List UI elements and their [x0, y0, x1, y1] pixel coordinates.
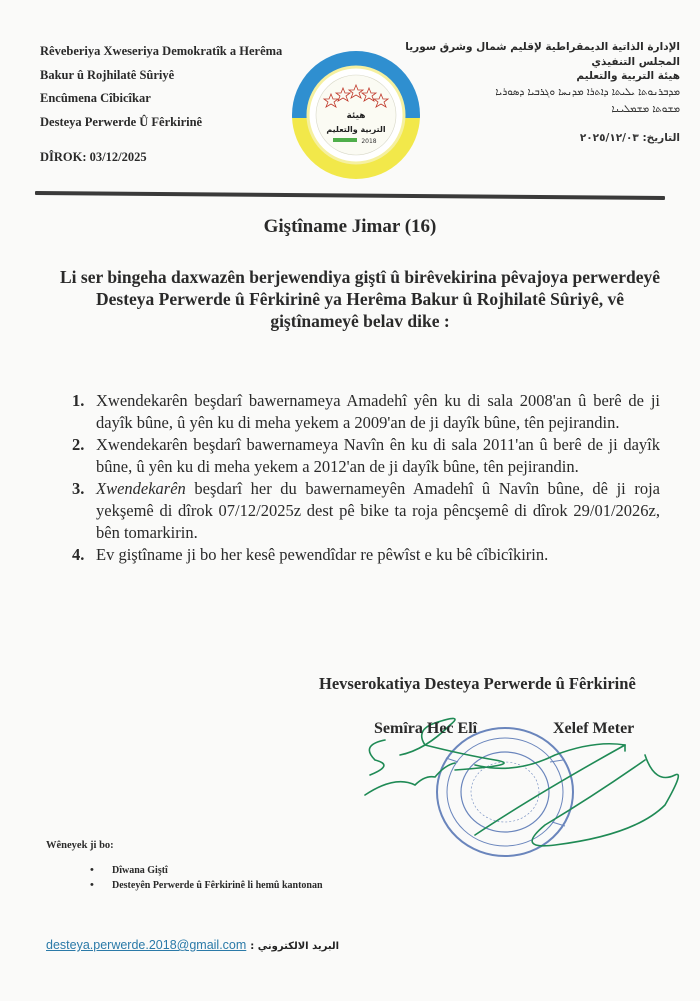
arabic-line-3: هيئة التربية والتعليم: [576, 70, 680, 82]
item-text: Ev giştîname ji bo her kesê pewendîdar re pêwîst e ku bê cîbicîkirin.: [96, 545, 549, 564]
arabic-line-1: الإدارة الذاتية الديمقراطية لإقليم شمال وشرق سوريا: [405, 41, 680, 53]
copy-to-list: [46, 863, 323, 893]
copy-to-section: [46, 840, 323, 893]
list-item: [72, 390, 660, 434]
logo-year: 2018: [361, 138, 377, 145]
list-item: [72, 434, 660, 478]
list-item: [72, 544, 660, 566]
org-line-4: Desteya Perwerde Û Fêrkirinê: [40, 114, 203, 129]
item-text: Xwendekarên beşdarî bawernameya Navîn ên ku di sala 2011'an û berê de ji dayîk bûne, û yên ku di meha yekem a 2012'an de ji dayîk bûne, tên pejirandin.: [96, 435, 660, 476]
logo-text-center: التربية والتعليم: [326, 125, 386, 134]
document-date: DÎROK: 03/12/2025: [40, 150, 147, 164]
logo-text-top: هيئة: [346, 111, 366, 121]
signature-title: Hevserokatiya Desteya Perwerde û Fêrkirinê: [319, 674, 636, 693]
intro-line-2: Desteya Perwerde û Fêrkirinê ya Herêma Bakur û Rojhilatê Sûriyê, vê giştînameyê belav dike :: [96, 289, 624, 331]
document-title: Giştîname Jimar (16): [263, 216, 437, 237]
org-line-2: Bakur û Rojhilatê Sûriyê: [40, 67, 175, 82]
copy-to-item: • Desteyên Perwerde û Fêrkirinê li hemû kantonan: [90, 878, 323, 893]
item-text: beşdarî her du bawernameyên Amadehî û Navîn bûne, dê ji roja yekşemê di dîrok 07/12/2025z dest pê bike ta roja pêncşemê di dîrok 29/01/2026z, bên tomarkirin.: [96, 479, 660, 542]
signatory-name-2: Xelef Meter: [553, 720, 635, 737]
item-text: Xwendekarên beşdarî bawernameya Amadehî yên ku di sala 2008'an û berê de ji dayîk bûne, û yên ku di meha yekem a 2009'an de ji dayîk bûne, tên pejirandin.: [96, 391, 660, 432]
org-line-3: Encûmena Cîbicîkar: [40, 91, 151, 105]
item-text-italic: Xwendekarên: [96, 479, 186, 498]
email-label: البريد الالكتروني :: [250, 941, 340, 952]
email-link[interactable]: desteya.perwerde.2018@gmail.com: [46, 938, 247, 952]
item-number: 3.: [72, 479, 85, 498]
syriac-line-2: ܡܫܘܬܐ ܡܫܡܠܝܢܐ: [611, 103, 680, 115]
list-item: [72, 478, 660, 544]
copy-to-label: Wêneyek ji bo:: [46, 840, 114, 851]
item-number: 2.: [72, 435, 85, 454]
arabic-date: التاريخ: ٢٠٢٥/١٢/٠٣: [579, 131, 680, 144]
decision-list: [72, 390, 660, 566]
copy-to-item: • Dîwana Giştî: [90, 863, 323, 878]
item-number: 1.: [72, 391, 85, 410]
intro-line-1: Li ser bingeha daxwazên berjewendiya giştî û birêvekirina pêvajoya perwerdeyê: [60, 267, 660, 287]
document-intro: [60, 266, 660, 332]
header-divider: [35, 191, 665, 200]
org-line-1: Rêveberiya Xweseriya Demokratîk a Herêma: [40, 44, 283, 58]
item-number: 4.: [72, 545, 85, 564]
header-right: [405, 40, 680, 144]
email-footer: [46, 938, 339, 952]
arabic-line-2: المجلس التنفيذي: [591, 55, 680, 68]
syriac-line-1: ܡܕܒܪܢܘܬܐ ܝܠܝܬܐ ܕܐܬܪܐ ܡܕܢܚܐ ܘܓܪܒܝܐ ܕܣܘܪܝܐ: [495, 86, 680, 98]
organization-logo: [289, 48, 423, 182]
signatory-name-1: Semîra Hec Elî: [374, 720, 478, 737]
